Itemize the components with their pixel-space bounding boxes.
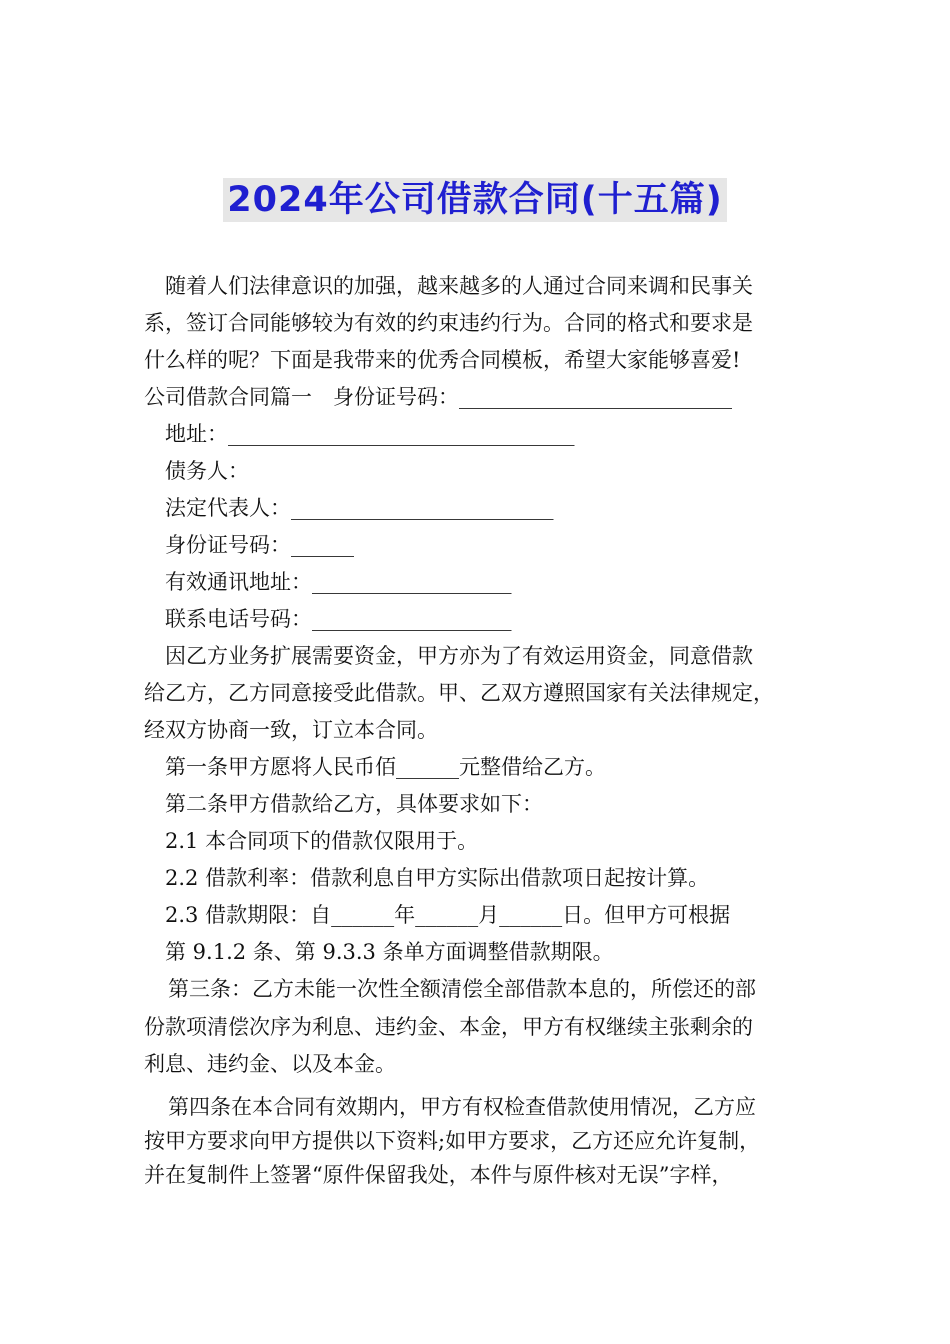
- paragraph-line: 并在复制件上签署“原件保留我处，本件与原件核对无误”字样，: [144, 1162, 733, 1187]
- form-field-line: 联系电话号码：___________________: [165, 607, 512, 631]
- paragraph-line: 系，签订合同能够较为有效的约束违约行为。合同的格式和要求是: [144, 311, 753, 335]
- clause-line: 2.1 本合同项下的借款仅限用于。: [165, 829, 479, 853]
- form-field-line: 身份证号码：______: [165, 533, 354, 557]
- clause-line: 2.2 借款利率：借款利息自甲方实际出借款项日起按计算。: [165, 866, 710, 890]
- form-field-line: 有效通讯地址：___________________: [165, 570, 512, 594]
- paragraph-line: 第四条在本合同有效期内，甲方有权检查借款使用情况，乙方应: [168, 1094, 756, 1119]
- title-container: [0, 178, 950, 222]
- paragraph-line: 什么样的呢？下面是我带来的优秀合同模板，希望大家能够喜爱!: [144, 348, 741, 372]
- document-body: [144, 268, 824, 1192]
- paragraph-line: 份款项清偿次序为利息、违约金、本金，甲方有权继续主张剩余的: [144, 1014, 753, 1039]
- clause-line: 第一条甲方愿将人民币佰______元整借给乙方。: [165, 755, 606, 779]
- clause-line: 第二条甲方借款给乙方，具体要求如下：: [165, 792, 543, 816]
- paragraph-line: 给乙方，乙方同意接受此借款。甲、乙双方遵照国家有关法律规定，: [144, 681, 774, 705]
- clause-line: 2.3 借款期限：自______年______月______日。但甲方可根据: [165, 903, 731, 927]
- document-title: 2024年公司借款合同(十五篇): [223, 178, 726, 222]
- paragraph-line: 第三条：乙方未能一次性全额清偿全部借款本息的，所偿还的部: [168, 977, 756, 1001]
- paragraph-line: 经双方协商一致，订立本合同。: [144, 718, 438, 742]
- paragraph-line: 因乙方业务扩展需要资金，甲方亦为了有效运用资金，同意借款: [165, 644, 753, 668]
- paragraph-line: 利息、违约金、以及本金。: [144, 1052, 396, 1076]
- form-field-line: 地址：_________________________________: [165, 422, 575, 446]
- form-field-line: 法定代表人：_________________________: [165, 496, 554, 520]
- clause-line: 第 9.1.2 条、第 9.3.3 条单方面调整借款期限。: [165, 940, 614, 964]
- paragraph-line: 按甲方要求向甲方提供以下资料;如甲方要求，乙方还应允许复制，: [144, 1128, 761, 1153]
- paragraph-line: 公司借款合同篇一 身份证号码：__________________________: [144, 385, 732, 409]
- form-field-line: 债务人：: [165, 459, 249, 483]
- paragraph-line: 随着人们法律意识的加强，越来越多的人通过合同来调和民事关: [165, 274, 753, 298]
